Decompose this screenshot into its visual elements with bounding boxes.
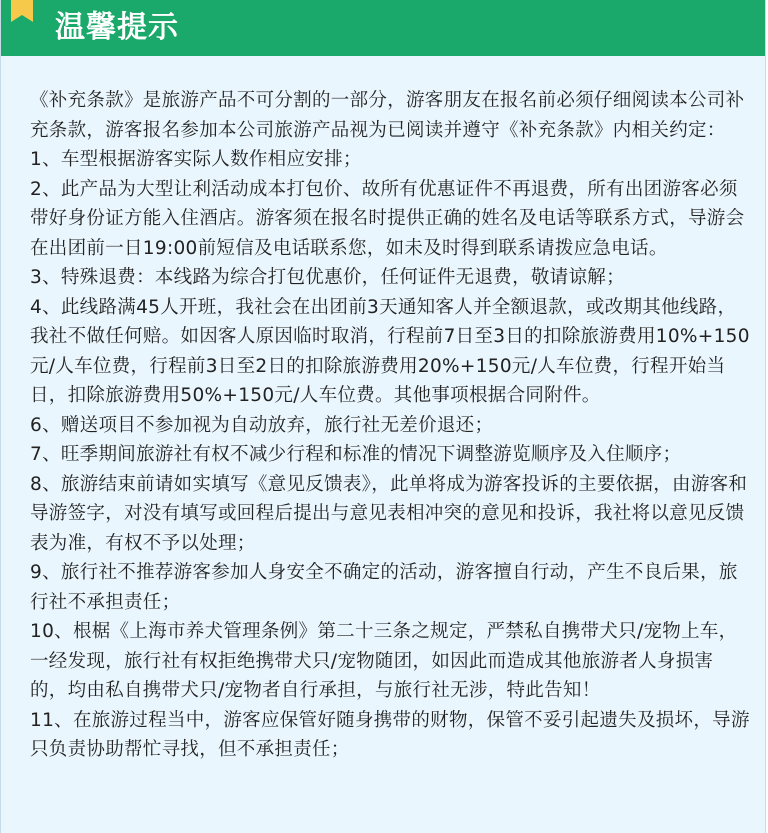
- clause-2: 2、此产品为大型让利活动成本打包价、故所有优惠证件不再退费，所有出团游客必须带好身份证方能入住酒店。游客须在报名时提供正确的姓名及电话等联系方式，导游会在出团前一日19:00前短信及电话联系您，如未及时得到联系请拨应急电话。: [30, 178, 745, 259]
- bookmark-ribbon-icon: [11, 0, 33, 22]
- clause-11: 11、在旅游过程当中，游客应保管好随身携带的财物，保管不妥引起遗失及损坏，导游只负责协助帮忙寻找，但不承担责任；: [30, 709, 750, 760]
- clause-10: 10、根椐《上海市养犬管理条例》第二十三条之规定，严禁私自携带犬只/宠物上车，一经发现，旅行社有权拒绝携带犬只/宠物随团，如因此而造成其他旅游者人身损害的，均由私自携带犬只/宠物者自行承担，与旅行社无涉，特此告知！: [30, 621, 738, 701]
- clause-6: 6、赠送项目不参加视为自动放弃，旅行社无差价退还；: [30, 414, 494, 436]
- clause-3: 3、特殊退费：本线路为综合打包优惠价，任何证件无退费，敬请谅解；: [30, 267, 625, 288]
- notice-header: [1, 0, 765, 56]
- clause-7: 7、旺季期间旅游社有权不减少行程和标准的情况下调整游览顺序及入住顺序；: [30, 444, 682, 465]
- clause-8: 8、旅游结束前请如实填写《意见反馈表》，此单将成为游客投诉的主要依据，由游客和导游签字，对没有填写或回程后提出与意见表相冲突的意见和投诉，我社将以意见反馈表为准，有权不予以处理；: [30, 473, 748, 554]
- clause-9: 9、旅行社不推荐游客参加人身安全不确定的活动，游客擅自行动，产生不良后果，旅行社不承担责任；: [30, 562, 738, 613]
- notice-title: 温馨提示: [55, 10, 179, 45]
- notice-content: [1, 56, 750, 765]
- intro-paragraph: 《补充条款》是旅游产品不可分割的一部分，游客朋友在报名前必须仔细阅读本公司补充条款，游客报名参加本公司旅游产品视为已阅读并遵守《补充条款》内相关约定：: [30, 90, 745, 141]
- clause-1: 1、车型根据游客实际人数作相应安排；: [30, 149, 362, 170]
- clause-4: 4、此线路满45人开班，我社会在出团前3天通知客人并全额退款，或改期其他线路，我社不做任何赔。如因客人原因临时取消，行程前7日至3日的扣除旅游费用10%+150元/人车位费，行程前3日至2日的扣除旅游费用20%+150元/人车位费，行程开始当日，扣除旅游费用50%+150元/人车位费。其他事项根据合同附件。: [30, 296, 750, 406]
